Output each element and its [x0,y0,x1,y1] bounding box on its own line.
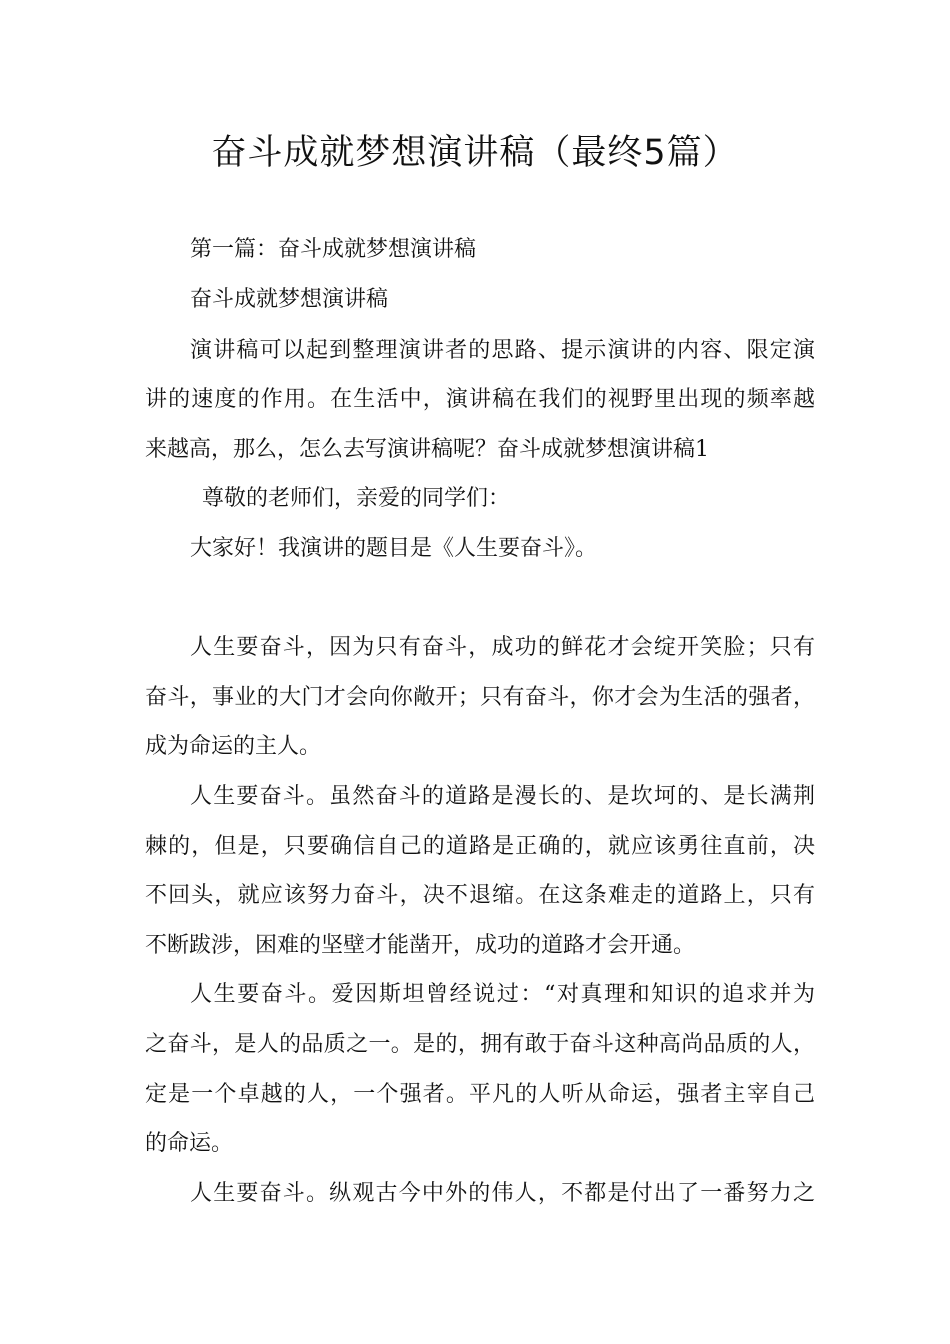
paragraph-line: 演讲稿可以起到整理演讲者的思路、提示演讲的内容、限定演 [190,338,815,363]
paragraph-line: 人生要奋斗。爱因斯坦曾经说过：“对真理和知识的追求并为 [190,982,815,1007]
paragraph-line: 成为命运的主人。 [145,734,322,759]
paragraph-line: 人生要奋斗，因为只有奋斗，成功的鲜花才会绽开笑脸；只有 [190,635,815,660]
paragraph-line: 人生要奋斗。虽然奋斗的道路是漫长的、是坎坷的、是长满荆 [190,784,815,809]
paragraph-line: 不回头，就应该努力奋斗，决不退缩。在这条难走的道路上，只有 [145,883,815,908]
section-heading: 第一篇：奋斗成就梦想演讲稿 [190,237,477,262]
paragraph-line: 不断跋涉，困难的坚壁才能凿开，成功的道路才会开通。 [145,933,696,958]
paragraph-line: 之奋斗，是人的品质之一。是的，拥有敢于奋斗这种高尚品质的人， [145,1032,815,1057]
paragraph-line: 定是一个卓越的人，一个强者。平凡的人听从命运，强者主宰自己 [145,1082,815,1107]
paragraph-line: 讲的速度的作用。在生活中，演讲稿在我们的视野里出现的频率越 [145,387,815,412]
speech-title: 奋斗成就梦想演讲稿 [190,287,389,312]
document-title: 奋斗成就梦想演讲稿（最终5篇） [211,133,739,173]
greeting: 大家好！我演讲的题目是《人生要奋斗》。 [190,536,598,561]
paragraph-line: 棘的，但是，只要确信自己的道路是正确的，就应该勇往直前，决 [145,834,815,859]
paragraph-line: 的命运。 [145,1131,234,1156]
paragraph-line: 来越高，那么，怎么去写演讲稿呢？奋斗成就梦想演讲稿1 [145,437,709,462]
paragraph-line: 奋斗，事业的大门才会向你敞开；只有奋斗，你才会为生活的强者， [145,685,815,710]
salutation: 尊敬的老师们，亲爱的同学们： [202,486,511,511]
paragraph-line: 人生要奋斗。纵观古今中外的伟人，不都是付出了一番努力之 [190,1181,815,1206]
